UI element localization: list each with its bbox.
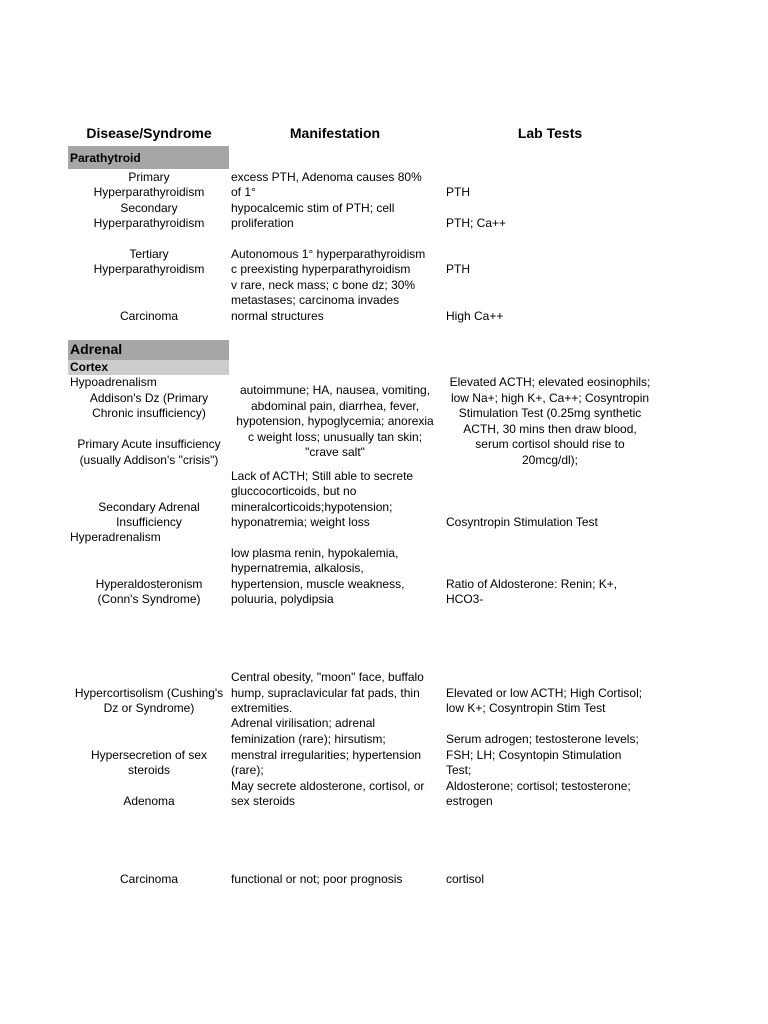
lab-secondary-ai: Cosyntropin Stimulation Test xyxy=(446,515,598,529)
manifestation-cushings-line3: extremities. xyxy=(231,701,293,715)
lab-primary-hpt: PTH xyxy=(446,185,470,199)
manifestation-secondary-ai-line3: mineralcorticoids;hypotension; xyxy=(231,500,393,514)
disease-secondary-hpt-line1: Secondary xyxy=(120,201,178,215)
lab-addisons-line3: Stimulation Test (0.25mg synthetic xyxy=(458,406,642,420)
lab-adenoma-line1: Aldosterone; cortisol; testosterone; xyxy=(446,779,631,793)
disease-secondary-ai-line1: Secondary Adrenal xyxy=(98,500,200,514)
manifestation-primary-hpt-line1: excess PTH, Adenoma causes 80% xyxy=(231,170,422,184)
disease-secondary-ai-line2: Insufficiency xyxy=(116,515,182,529)
lab-sex-steroids-line2: FSH; LH; Cosyntopin Stimulation xyxy=(446,748,622,762)
manifestation-adenoma-line2: sex steroids xyxy=(231,794,296,808)
section-label-parathyroid: Parathytroid xyxy=(70,151,141,165)
lab-cushings-line1: Elevated or low ACTH; High Cortisol; xyxy=(446,686,643,700)
disease-sex-steroids-line1: Hypersecretion of sex xyxy=(90,748,208,762)
manifestation-conns-line1: low plasma renin, hypokalemia, xyxy=(231,546,399,560)
manifestation-carcinoma-adrenal: functional or not; poor prognosis xyxy=(231,872,403,886)
manifestation-carcinoma-pt-line1: v rare, neck mass; c bone dz; 30% xyxy=(231,278,416,292)
manifestation-sex-steroids-line4: (rare); xyxy=(231,763,264,777)
disease-addisons-acute-line1: Primary Acute insufficiency xyxy=(77,437,221,451)
section-band-cortex xyxy=(68,360,229,375)
disease-adenoma: Adenoma xyxy=(123,794,175,808)
disease-tertiary-hpt-line1: Tertiary xyxy=(129,247,169,261)
manifestation-primary-hpt-line2: of 1° xyxy=(231,185,256,199)
disease-tertiary-hpt-line2: Hyperparathyroidism xyxy=(93,262,205,276)
manifestation-secondary-hpt-line2: proliferation xyxy=(231,216,294,230)
lab-carcinoma-pt: High Ca++ xyxy=(446,309,504,323)
manifestation-carcinoma-pt-line2: metastases; carcinoma invades xyxy=(231,293,400,307)
lab-conns-line1: Ratio of Aldosterone: Renin; K+, xyxy=(446,577,618,591)
manifestation-conns-line4: poluuria, polydipsia xyxy=(231,592,334,606)
manifestation-adenoma-line1: May secrete aldosterone, cortisol, or xyxy=(231,779,425,793)
subheading-hyperadrenalism: Hyperadrenalism xyxy=(70,530,161,544)
manifestation-sex-steroids-line3: menstral irregularities; hypertension xyxy=(231,748,422,762)
section-label-adrenal: Adrenal xyxy=(70,341,123,357)
lab-adenoma-line2: estrogen xyxy=(446,794,493,808)
manifestation-secondary-ai-line4: hyponatremia; weight loss xyxy=(231,515,370,529)
lab-sex-steroids-line3: Test; xyxy=(446,763,472,777)
disease-addisons-acute-line2: (usually Addison's "crisis") xyxy=(79,453,219,467)
manifestation-carcinoma-pt-line3: normal structures xyxy=(231,309,324,323)
manifestation-cushings-line1: Central obesity, "moon" face, buffalo xyxy=(231,670,424,684)
disease-cushings-line2: Dz or Syndrome) xyxy=(103,701,195,715)
manifestation-addisons-line4: c weight loss; unusually tan skin; xyxy=(247,430,423,444)
manifestation-tertiary-hpt-line2: c preexisting hyperparathyroidism xyxy=(231,262,411,276)
manifestation-tertiary-hpt-line1: Autonomous 1° hyperparathyroidism xyxy=(231,247,426,261)
manifestation-sex-steroids-line1: Adrenal virilisation; adrenal xyxy=(231,716,376,730)
header-manifestation: Manifestation xyxy=(289,125,381,141)
section-band-parathyroid xyxy=(68,146,229,169)
disease-cushings-line1: Hypercortisolism (Cushing's xyxy=(74,686,224,700)
disease-primary-hpt-line1: Primary xyxy=(128,170,170,184)
lab-tertiary-hpt: PTH xyxy=(446,262,470,276)
manifestation-secondary-ai-line2: gluccocorticoids, but no xyxy=(231,484,357,498)
section-band-adrenal xyxy=(68,340,229,360)
manifestation-addisons-line1: autoimmune; HA, nausea, vomiting, xyxy=(239,383,431,397)
disease-primary-hpt-line2: Hyperparathyroidism xyxy=(93,185,205,199)
lab-addisons-line1: Elevated ACTH; elevated eosinophils; xyxy=(449,375,651,389)
manifestation-conns-line2: hypernatremia, alkalosis, xyxy=(231,561,364,575)
manifestation-addisons-line2: abdominal pain, diarrhea, fever, xyxy=(250,399,420,413)
disease-carcinoma-pt: Carcinoma xyxy=(119,309,179,323)
lab-carcinoma-adrenal: cortisol xyxy=(446,872,485,886)
manifestation-conns-line3: hypertension, muscle weakness, xyxy=(231,577,405,591)
lab-cushings-line2: low K+; Cosyntropin Stim Test xyxy=(446,701,606,715)
manifestation-sex-steroids-line2: feminization (rare); hirsutism; xyxy=(231,732,386,746)
section-label-cortex: Cortex xyxy=(70,360,109,374)
disease-sex-steroids-line2: steroids xyxy=(127,763,171,777)
manifestation-addisons-line3: hypotension, hypoglycemia; anorexia xyxy=(236,414,434,428)
disease-secondary-hpt-line2: Hyperparathyroidism xyxy=(93,216,205,230)
manifestation-addisons-line5: "crave salt" xyxy=(305,445,365,459)
header-lab-tests: Lab Tests xyxy=(517,125,583,141)
manifestation-secondary-hpt-line1: hypocalcemic stim of PTH; cell xyxy=(231,201,395,215)
manifestation-cushings-line2: hump, supraclavicular fat pads, thin xyxy=(231,686,420,700)
lab-addisons-line6: 20mcg/dl); xyxy=(521,453,579,467)
lab-conns-line2: HCO3- xyxy=(446,592,484,606)
manifestation-secondary-ai-line1: Lack of ACTH; Still able to secrete xyxy=(231,469,414,483)
lab-addisons-line5: serum cortisol should rise to xyxy=(475,437,625,451)
lab-sex-steroids-line1: Serum adrogen; testosterone levels; xyxy=(446,732,639,746)
lab-secondary-hpt: PTH; Ca++ xyxy=(446,216,507,230)
header-disease: Disease/Syndrome xyxy=(86,125,212,141)
disease-conns-line2: (Conn's Syndrome) xyxy=(97,592,201,606)
disease-conns-line1: Hyperaldosteronism xyxy=(95,577,203,591)
disease-addisons-line1: Addison's Dz (Primary xyxy=(89,391,209,405)
disease-carcinoma-adrenal: Carcinoma xyxy=(119,872,179,886)
disease-addisons-line2: Chronic insufficiency) xyxy=(92,406,206,420)
lab-addisons-line2: low Na+; high K+, Ca++; Cosyntropin xyxy=(450,391,650,405)
lab-addisons-line4: ACTH, 30 mins then draw blood, xyxy=(463,422,637,436)
subheading-hypoadrenalism: Hypoadrenalism xyxy=(70,375,157,389)
